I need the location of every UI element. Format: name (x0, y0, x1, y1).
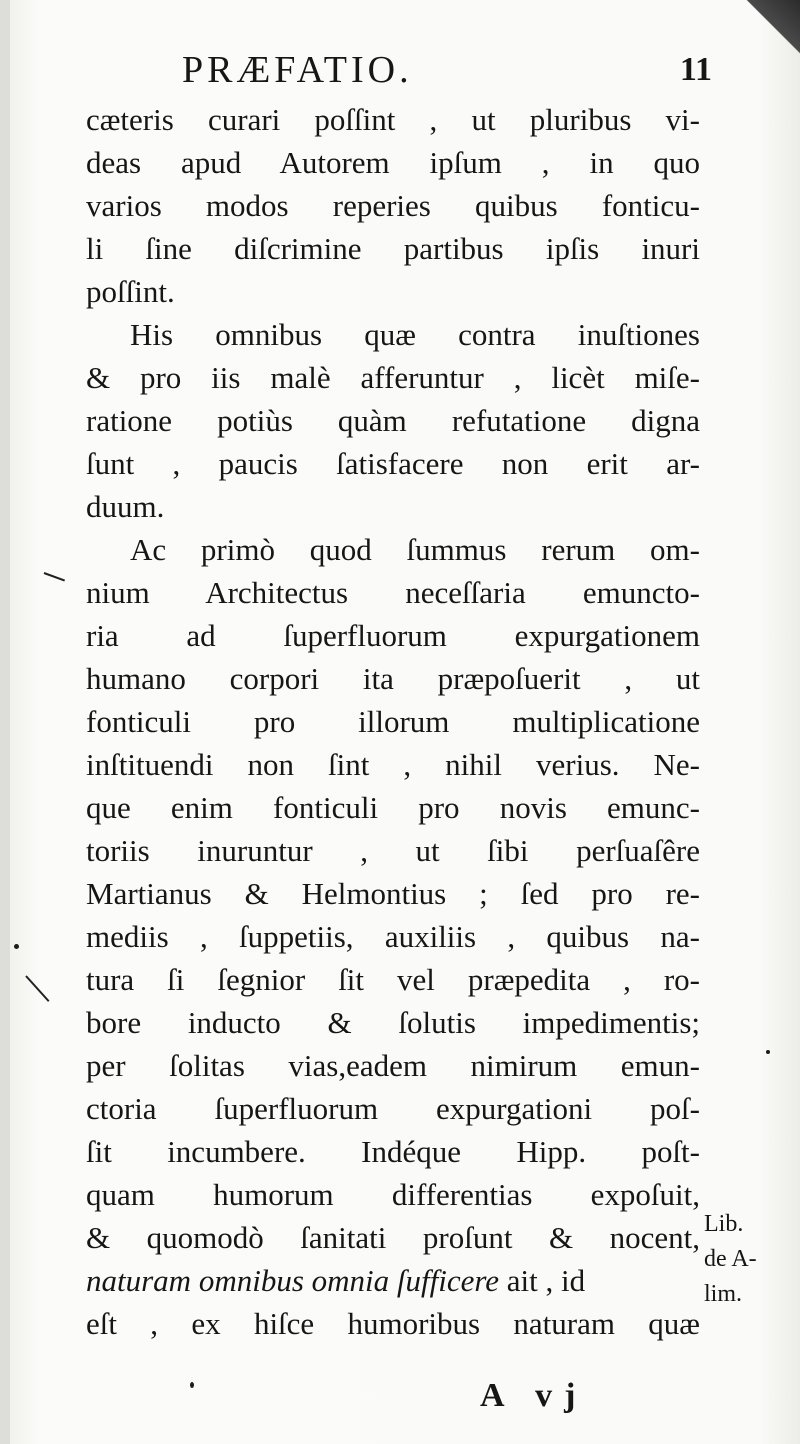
body-line: que enim fonticuli pro novis emunc- (86, 790, 700, 825)
header-title: PRÆFATIO. (182, 49, 413, 91)
body-line: varios modos reperies quibus fonticu- (86, 188, 700, 223)
body-line: & quomodò ſanitati proſunt & nocent, (86, 1220, 700, 1255)
body-line: ctoria ſuperfluorum expurgationi poſ- (86, 1091, 700, 1126)
body-line-with-italic (86, 1259, 700, 1302)
margin-note-line: Lib. (704, 1211, 744, 1237)
body-line: tura ſi ſegnior ſit vel præpedita , ro- (86, 962, 700, 997)
margin-note (704, 1207, 794, 1312)
body-text (86, 98, 700, 1345)
body-line: li ſine diſcrimine partibus ipſis inuri (86, 231, 700, 266)
page-corner-curl (720, 0, 800, 70)
body-line: fonticuli pro illorum multiplicatione (86, 704, 700, 739)
body-line: deas apud Autorem ipſum , in quo (86, 145, 700, 180)
body-line: eſt , ex hiſce humoribus naturam quæ (86, 1306, 700, 1341)
ink-stroke (25, 975, 49, 1002)
body-line: & pro iis malè afferuntur , licèt miſe- (86, 360, 700, 395)
margin-note-line: lim. (704, 1281, 743, 1307)
ink-speck (190, 1382, 194, 1388)
body-line: His omnibus quæ contra inuſtiones (130, 317, 700, 352)
body-line: toriis inuruntur , ut ſibi perſuaſêre (86, 833, 700, 868)
page-left-edge (0, 0, 10, 1444)
body-line: per ſolitas vias,eadem nimirum emun- (86, 1048, 700, 1083)
ink-stroke (44, 572, 65, 581)
body-line: ratione potiùs quàm refutatione digna (86, 403, 700, 438)
body-line: ſit incumbere. Indéque Hipp. poſt- (86, 1134, 700, 1169)
body-line: Martianus & Helmontius ; ſed pro re- (86, 876, 700, 911)
ink-speck (14, 944, 19, 949)
margin-note-line: de A- (704, 1246, 757, 1272)
body-line-tail: ait , id (506, 1263, 586, 1298)
signature-mark: A vj (480, 1377, 588, 1414)
body-line: quam humorum differentias expoſuit, (86, 1177, 700, 1212)
body-line: duum. (86, 489, 165, 524)
body-line: inſtituendi non ſint , nihil verius. Ne- (86, 747, 700, 782)
page-number: 11 (679, 51, 712, 88)
body-line: mediis , ſuppetiis, auxiliis , quibus na- (86, 919, 700, 954)
italic-phrase: naturam omnibus omnia ſufficere (86, 1263, 500, 1298)
body-line: Ac primò quod ſummus rerum om- (130, 532, 700, 567)
ink-speck (766, 1050, 770, 1054)
body-line: bore inducto & ſolutis impedimentis; (86, 1005, 700, 1040)
body-line: cæteris curari poſſint , ut pluribus vi- (86, 102, 700, 137)
body-line: humano corpori ita præpoſuerit , ut (86, 661, 700, 696)
body-line: poſſint. (86, 274, 175, 309)
body-line: ſunt , paucis ſatisfacere non erit ar- (86, 446, 700, 481)
running-header (182, 47, 712, 93)
body-line: nium Architectus neceſſaria emuncto- (86, 575, 700, 610)
body-line: ria ad ſuperfluorum expurgationem (86, 618, 700, 653)
